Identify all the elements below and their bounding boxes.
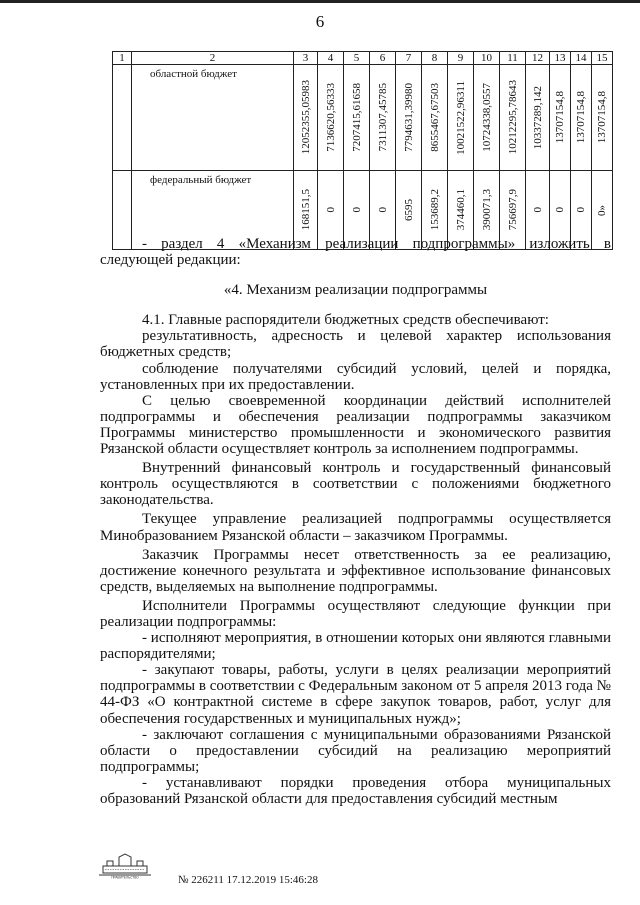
cell-value: 10337289,142 [531, 85, 544, 150]
table-row-regional-budget [113, 65, 613, 171]
cell-value: 0» [596, 204, 608, 216]
cell-value: 374460,1 [454, 189, 467, 231]
column-number: 4 [318, 52, 344, 65]
table-cell [500, 65, 526, 171]
table-cell [294, 65, 318, 171]
cell-value: 13707154,8 [575, 91, 587, 144]
paragraph: - раздел 4 «Механизм реализации подпрограммы» изложить в следующей редакции: [100, 236, 611, 269]
column-number: 10 [474, 52, 500, 65]
paragraph: Внутренний финансовый контроль и государственный финансовый контроль осуществляются в соответствии с положениями бюджетного законодательства. [100, 460, 611, 509]
government-emblem-icon [97, 853, 153, 879]
row-label: областной бюджет [132, 65, 294, 171]
table-header-row [113, 52, 613, 65]
column-number: 2 [132, 52, 294, 65]
cell-value: 7207415,61658 [350, 83, 363, 152]
cell-value: 10021522,96311 [454, 80, 467, 155]
column-number: 9 [448, 52, 474, 65]
paragraph: результативность, адресность и целевой характер использования бюджетных средств; [100, 328, 611, 361]
table-cell [448, 65, 474, 171]
cell-value: 7136620,56333 [324, 83, 337, 152]
cell-value: 153689,2 [428, 189, 441, 231]
paragraph: соблюдение получателями субсидий условий, целей и порядка, установленных при их предоставлении. [100, 360, 611, 393]
table-cell [592, 65, 613, 171]
cell-value: 8655467,67503 [428, 83, 441, 152]
column-number: 14 [571, 52, 592, 65]
cell-value: 7311307,45785 [376, 83, 389, 152]
table-cell [370, 65, 396, 171]
cell-value: 756697,9 [506, 189, 519, 231]
document-footer: № 226211 17.12.2019 15:46:28 [178, 874, 318, 886]
paragraph: Текущее управление реализацией подпрограммы осуществляется Минобразованием Рязанской области – заказчиком Программы. [100, 511, 611, 544]
cell-value: 0 [376, 207, 389, 213]
paragraph: Исполнители Программы осуществляют следующие функции при реализации подпрограммы: [100, 597, 611, 630]
column-number: 8 [422, 52, 448, 65]
paragraph: - устанавливают порядки проведения отбора муниципальных образований Рязанской области для предоставления субсидий местным [100, 774, 611, 807]
paragraph: 4.1. Главные распорядители бюджетных средств обеспечивают: [142, 312, 549, 329]
table-cell [474, 65, 500, 171]
column-number: 15 [592, 52, 613, 65]
column-number: 7 [396, 52, 422, 65]
column-number: 12 [526, 52, 550, 65]
table-cell [422, 65, 448, 171]
table-cell-empty [113, 65, 132, 171]
cell-value: 0 [531, 207, 544, 213]
document-body [100, 236, 611, 807]
cell-value: 13707154,8 [596, 91, 608, 144]
scan-top-edge [0, 0, 640, 3]
cell-value: 0 [575, 207, 587, 213]
table-cell [550, 65, 571, 171]
table-cell [344, 65, 370, 171]
cell-value: 13707154,8 [554, 91, 566, 144]
cell-value: 390071,3 [480, 189, 493, 231]
row-label: федеральный бюджет [132, 171, 294, 250]
column-number: 6 [370, 52, 396, 65]
paragraph: - заключают соглашения с муниципальными образованиями Рязанской области о предоставлении субсидий на реализацию мероприятий подпрограммы; [100, 726, 611, 775]
cell-value: 0 [554, 207, 566, 213]
cell-value: 0 [350, 207, 363, 213]
cell-value: 10212295,78643 [506, 80, 519, 155]
column-number: 11 [500, 52, 526, 65]
page-number: 6 [315, 12, 325, 31]
table-cell [318, 65, 344, 171]
table-cell [526, 65, 550, 171]
cell-value: 0 [324, 207, 337, 213]
paragraph: - закупают товары, работы, услуги в целях реализации мероприятий подпрограммы в соответствии с Федеральным законом от 5 апреля 2013 года № 44-ФЗ «О контрактной системе в сфере закупок товаров, работ, услуг для обеспечения государственных и муниципальных нужд»; [100, 662, 611, 727]
table-cell [571, 65, 592, 171]
column-number: 13 [550, 52, 571, 65]
cell-value: 12052355,05983 [299, 80, 312, 155]
cell-value: 10724338,0557 [480, 83, 493, 152]
table-cell [396, 65, 422, 171]
cell-value: 7794631,39980 [402, 83, 415, 152]
column-number: 3 [294, 52, 318, 65]
column-number: 5 [344, 52, 370, 65]
paragraph: Заказчик Программы несет ответственность за ее реализацию, достижение конечного результата и эффективное использование финансовых средств, выделяемых на выполнение подпрограммы. [100, 546, 611, 595]
paragraph: С целью своевременной координации действий исполнителей подпрограммы и обеспечения реализации подпрограммы заказчиком Программы министерство промышленности и экономического развития Рязанской области осуществляет контроль за исполнением подпрограммы. [100, 392, 611, 458]
cell-value: 168151,5 [299, 189, 312, 231]
paragraph: - исполняют мероприятия, в отношении которых они являются главными распорядителями; [100, 630, 611, 663]
cell-value: 6595 [402, 199, 415, 221]
budget-table [112, 51, 613, 250]
stamp-caption: ПРАВИТЕЛЬСТВО [111, 875, 139, 879]
column-number: 1 [113, 52, 132, 65]
section-heading: «4. Механизм реализации подпрограммы [223, 282, 488, 299]
